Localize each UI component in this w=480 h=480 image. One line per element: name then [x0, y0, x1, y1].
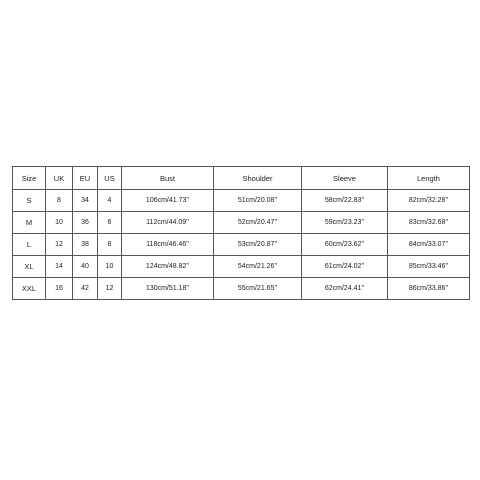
cell-length: 82cm/32.28''	[388, 190, 470, 212]
cell-shoulder: 53cm/20.87''	[214, 234, 302, 256]
table-row	[13, 278, 470, 300]
cell-length: 84cm/33.07''	[388, 234, 470, 256]
table-row	[13, 234, 470, 256]
header-cell-sleeve: Sleeve	[302, 167, 388, 190]
cell-shoulder: 54cm/21.26''	[214, 256, 302, 278]
cell-length: 83cm/32.68''	[388, 212, 470, 234]
cell-bust: 130cm/51.18''	[122, 278, 214, 300]
cell-uk: 8	[46, 190, 73, 212]
cell-bust: 124cm/48.82''	[122, 256, 214, 278]
cell-size: L	[13, 234, 46, 256]
header-cell-uk: UK	[46, 167, 73, 190]
cell-length: 86cm/33.86''	[388, 278, 470, 300]
cell-bust: 106cm/41.73''	[122, 190, 214, 212]
table-header	[13, 167, 470, 190]
cell-size: XXL	[13, 278, 46, 300]
cell-uk: 14	[46, 256, 73, 278]
cell-us: 10	[98, 256, 122, 278]
cell-eu: 36	[73, 212, 98, 234]
cell-uk: 12	[46, 234, 73, 256]
header-row	[13, 167, 470, 190]
header-cell-length: Length	[388, 167, 470, 190]
cell-sleeve: 61cm/24.02''	[302, 256, 388, 278]
header-cell-eu: EU	[73, 167, 98, 190]
cell-sleeve: 62cm/24.41''	[302, 278, 388, 300]
cell-us: 8	[98, 234, 122, 256]
header-cell-shoulder: Shoulder	[214, 167, 302, 190]
cell-shoulder: 51cm/20.08''	[214, 190, 302, 212]
cell-shoulder: 55cm/21.65''	[214, 278, 302, 300]
size-chart-table	[12, 166, 470, 300]
cell-sleeve: 60cm/23.62''	[302, 234, 388, 256]
cell-us: 12	[98, 278, 122, 300]
header-cell-bust: Bust	[122, 167, 214, 190]
table-row	[13, 212, 470, 234]
header-cell-size: Size	[13, 167, 46, 190]
cell-length: 85cm/33.46''	[388, 256, 470, 278]
cell-shoulder: 52cm/20.47''	[214, 212, 302, 234]
cell-eu: 42	[73, 278, 98, 300]
header-cell-us: US	[98, 167, 122, 190]
cell-uk: 10	[46, 212, 73, 234]
table-row	[13, 190, 470, 212]
cell-sleeve: 58cm/22.83''	[302, 190, 388, 212]
cell-eu: 34	[73, 190, 98, 212]
table-body	[13, 190, 470, 300]
cell-eu: 38	[73, 234, 98, 256]
cell-us: 6	[98, 212, 122, 234]
table-row	[13, 256, 470, 278]
cell-size: XL	[13, 256, 46, 278]
cell-bust: 112cm/44.09''	[122, 212, 214, 234]
cell-eu: 40	[73, 256, 98, 278]
cell-bust: 118cm/46.46''	[122, 234, 214, 256]
cell-sleeve: 59cm/23.23''	[302, 212, 388, 234]
cell-uk: 16	[46, 278, 73, 300]
cell-size: M	[13, 212, 46, 234]
cell-size: S	[13, 190, 46, 212]
cell-us: 4	[98, 190, 122, 212]
